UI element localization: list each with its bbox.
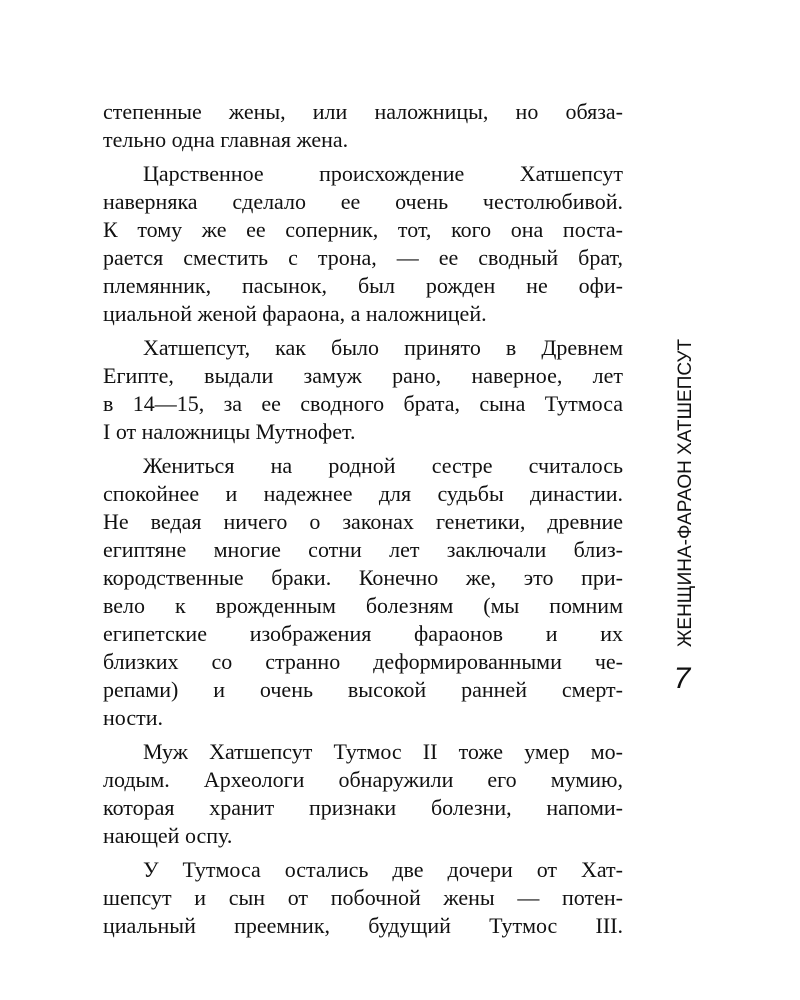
paragraph — [103, 738, 623, 850]
text-line: репами) и очень высокой ранней смерт- — [103, 677, 623, 702]
text-line: которая хранит признаки болезни, напоми- — [103, 795, 623, 820]
text-line: племянник, пасынок, был рожден не офи- — [103, 273, 623, 298]
text-line: Египте, выдали замуж рано, наверное, лет — [103, 363, 623, 388]
page-number: 7 — [673, 662, 691, 695]
text-line: К тому же ее соперник, тот, кого она поста- — [103, 217, 623, 242]
text-line: вело к врожденным болезням (мы помним — [103, 593, 623, 618]
paragraph — [103, 856, 623, 940]
text-line: близких со странно деформированными че- — [103, 649, 623, 674]
text-line: Царственное происхождение Хатшепсут — [143, 161, 623, 186]
text-line: Жениться на родной сестре считалось — [143, 453, 623, 478]
text-line: Не ведая ничего о законах генетики, древние — [103, 509, 623, 534]
text-line: спокойнее и надежнее для судьбы династии. — [103, 481, 623, 506]
text-line: наверняка сделало ее очень честолюбивой. — [103, 189, 623, 214]
paragraph — [103, 452, 623, 732]
text-line: лодым. Археологи обнаружили его мумию, — [103, 767, 623, 792]
text-line: ности. — [103, 705, 163, 730]
paragraph — [103, 160, 623, 328]
text-line: циальной женой фараона, а наложницей. — [103, 301, 487, 326]
text-line: египтяне многие сотни лет заключали близ- — [103, 537, 623, 562]
text-line: Муж Хатшепсут Тутмос II тоже умер мо- — [143, 739, 623, 764]
text-line: тельно одна главная жена. — [103, 127, 349, 152]
text-line: нающей оспу. — [103, 823, 233, 848]
paragraph — [103, 98, 623, 154]
text-line: I от наложницы Мутнофет. — [103, 419, 356, 444]
text-line: шепсут и сын от побочной жены — потен- — [103, 885, 623, 910]
paragraph — [103, 334, 623, 446]
text-line: циальный преемник, будущий Тутмос III. — [103, 913, 623, 938]
text-line: рается сместить с трона, — ее сводный брат, — [103, 245, 623, 270]
text-line: кородственные браки. Конечно же, это при- — [103, 565, 623, 590]
text-line: в 14—15, за ее сводного брата, сына Тутмоса — [103, 391, 623, 416]
body-text — [103, 98, 623, 940]
running-head-text: ЖЕНЩИНА-ФАРАОН ХАТШЕПСУТ — [675, 338, 696, 648]
text-line: степенные жены, или наложницы, но обяза- — [103, 99, 623, 124]
text-line: У Тутмоса остались две дочери от Хат- — [143, 857, 623, 882]
text-line: египетские изображения фараонов и их — [103, 621, 623, 646]
text-line: Хатшепсут, как было принято в Древнем — [143, 335, 623, 360]
